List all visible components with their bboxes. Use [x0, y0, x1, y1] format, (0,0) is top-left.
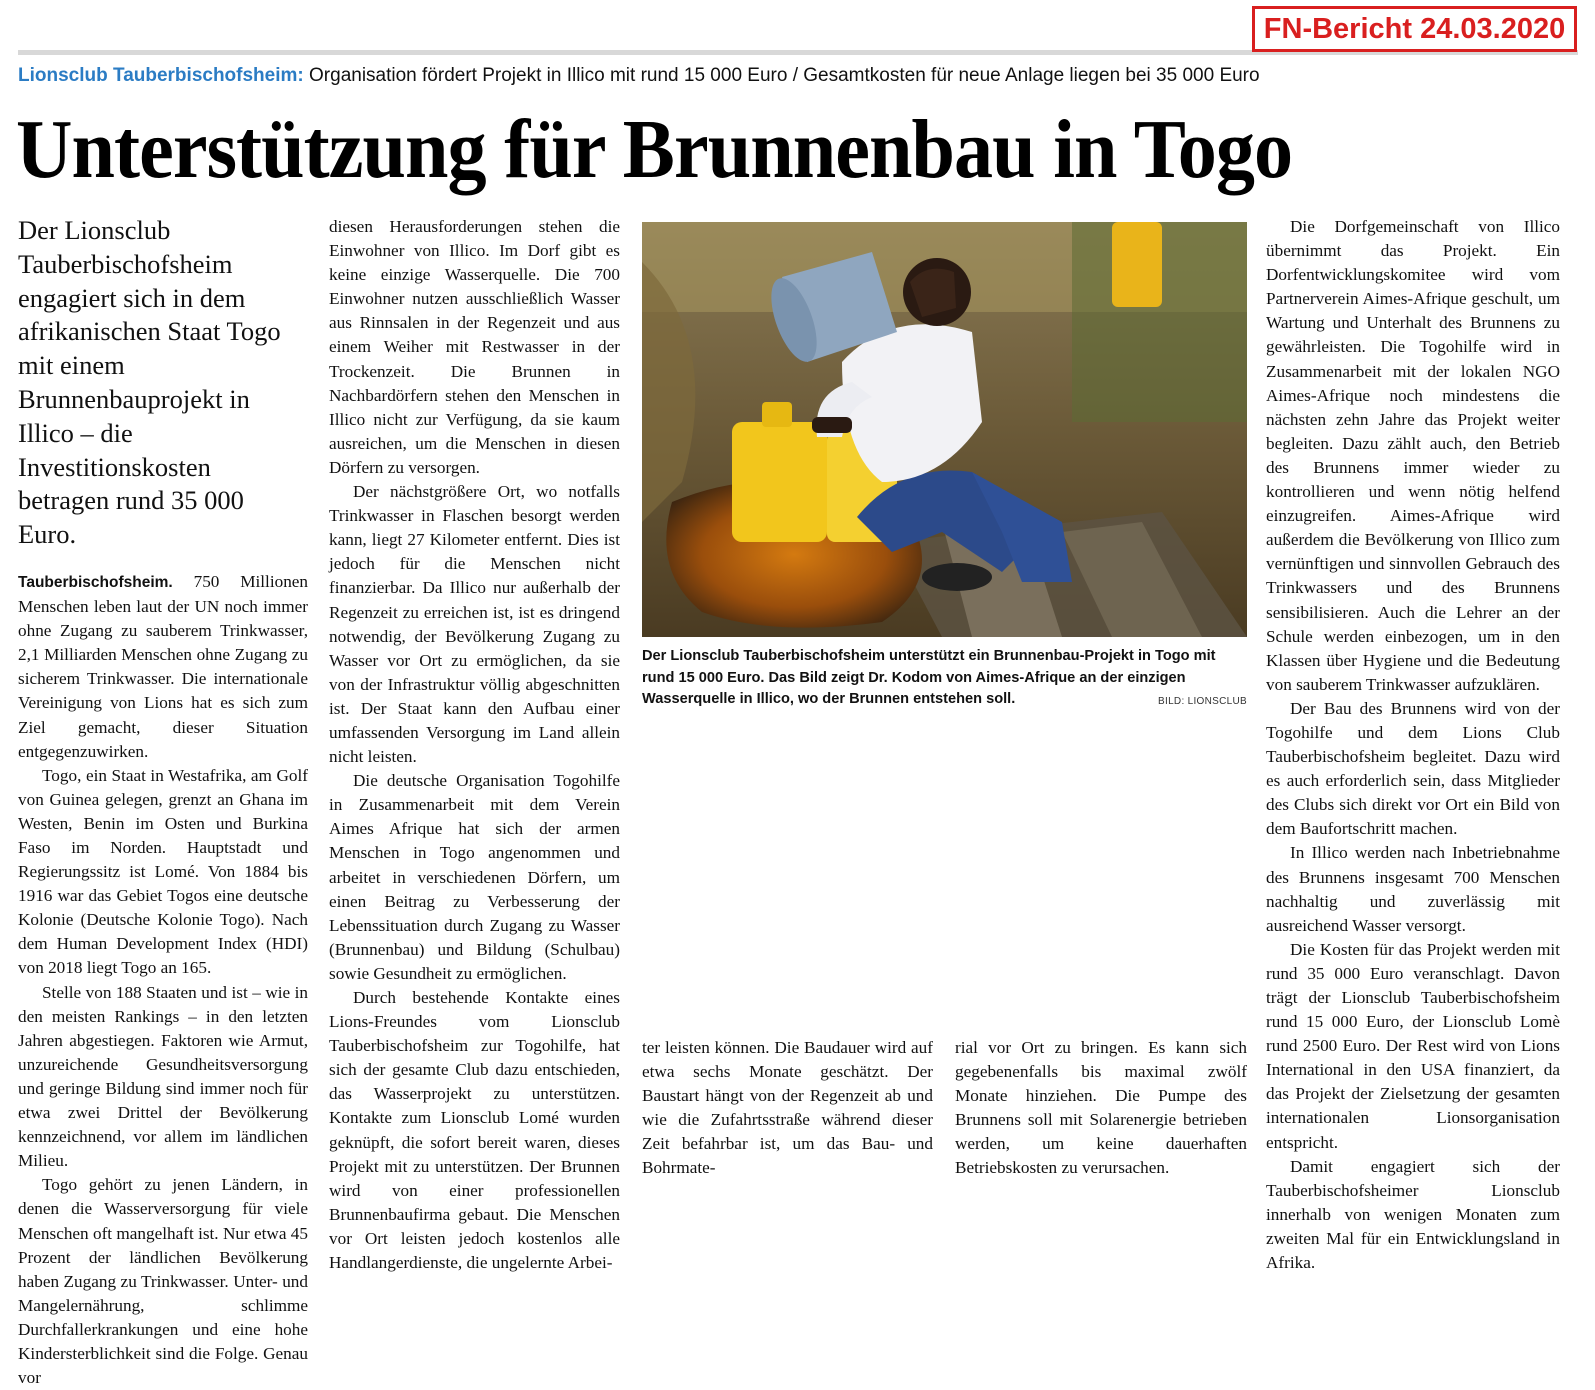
paragraph: Togo gehört zu jenen Ländern, in denen die Wasserversorgung für viele Menschen oft mangelhaft ist. Nur etwa 45 Prozent der ländlichen Bevölkerung haben Zugang zu Trinkwasser. Unter- und Mangelernährung, schlimme Durchfallerkrankungen und eine hohe Kindersterblichkeit sind die Folge. Genau vor — [18, 1175, 308, 1388]
paragraph: Der Bau des Brunnens wird von der Togohilfe und dem Lions Club Tauberbischofsheim begleitet. Dazu wird es auch erforderlich sein, dass Mitglieder des Clubs sich direkt vor Ort ein Bild von dem Baufortschritt machen. — [1266, 698, 1560, 839]
paragraph: diesen Herausforderungen stehen die Einwohner von Illico. Im Dorf gibt es keine einzige Wasserquelle. Die 700 Einwohner nutzen ausschließlich Wasser aus Rinnsalen in der Regenzeit und aus einem Weiher mit Restwasser in der Trockenzeit. Die Brunnen in Nachbardörfern stehen den Menschen in Illico nicht zur Verfügung, da sie kaum ausreichen, um die Menschen in diesen Dörfern zu versorgen. — [329, 217, 620, 477]
paragraph — [18, 570, 308, 764]
report-date-badge: FN-Bericht 24.03.2020 — [1252, 6, 1577, 52]
headline: Unterstützung für Brunnenbau in Togo — [16, 103, 1293, 196]
paragraph: Durch bestehende Kontakte eines Lions-Freundes vom Lionsclub Tauberbischofsheim zur Togohilfe, hat sich der gesamte Club dazu entschieden, das Wasserprojekt zu unterstützen. Kontakte zum Lionsclub Lomé wurden geknüpft, die sofort bereit waren, dieses Projekt mit zu unterstützen. Der Brunnen wird von einer professionellen Brunnenbaufirma gebaut. Die Menschen vor Ort leisten jedoch kostenlos alle Handlangerdienste, die ungelernte Arbei- — [329, 988, 620, 1273]
text-column-4 — [955, 1036, 1247, 1306]
kicker-club-name: Lionsclub Tauberbischofsheim: — [18, 65, 304, 86]
paragraph: ter leisten können. Die Baudauer wird auf etwa sechs Monate geschätzt. Der Baustart hängt von der Regenzeit ab und wie die Zufahrtsstraße während dieser Zeit befahrbar ist, um das Bau- und Bohrmate- — [642, 1038, 933, 1178]
dateline: Tauberbischofsheim. — [18, 573, 173, 591]
text-column-3 — [642, 1036, 933, 1306]
article-photo — [642, 222, 1247, 637]
photo-caption — [642, 646, 1247, 726]
text-column-5 — [1266, 215, 1560, 1315]
paragraph: Die deutsche Organisation Togohilfe in Zusammenarbeit mit dem Verein Aimes Afrique hat sich der armen Menschen in Togo angenommen und arbeitet in verschiedenen Dörfern, um einen Beitrag zu Verbesserung der Lebenssituation durch Zugang zu Wasser (Brunnenbau) und Bildung (Schulbau) sowie Gesundheit zu ermöglichen. — [329, 771, 620, 983]
kicker-text: Organisation fördert Projekt in Illico mit rund 15 000 Euro / Gesamtkosten für neue Anlage liegen bei 35 000 Euro — [309, 65, 1260, 86]
paragraph: Der nächstgrößere Ort, wo notfalls Trinkwasser in Flaschen besorgt werden kann, liegt 27 Kilometer entfernt. Dies ist jedoch für die Menschen nicht finanzierbar. Da Illico nur außerhalb der Regenzeit zu erreichen ist, ist es dringend notwendig, der Bevölkerung Zugang zu Wasser vor Ort zu ermöglichen, da sie von der Infrastruktur völlig abgeschnitten ist. Der Staat kann den Aufbau einer umfassenden Versorgung im Land allein nicht leisten. — [329, 482, 620, 767]
lead-paragraph: Der Lionsclub Tauberbischofsheim engagiert sich in dem afrikanischen Staat Togo mit einem Brunnenbauprojekt in Illico – die Investitionskosten betragen rund 35 000 Euro. — [18, 215, 281, 550]
text-column-2 — [329, 215, 620, 1315]
photo-illustration — [642, 222, 1247, 637]
paragraph: Die Dorfgemeinschaft von Illico übernimmt das Projekt. Ein Dorfentwicklungskomitee wird vom Partnerverein Aimes-Afrique geschult, um Wartung und Unterhalt des Brunnens zu gewährleisten. Die Togohilfe wird in Zusammenarbeit mit der lokalen NGO Aimes-Afrique noch mindestens die nächsten zehn Jahre das Projekt weiter begleiten. Dazu zählt auch, den Betrieb des Brunnens immer wieder zu kontrollieren und wenn nötig helfend einzugreifen. Aimes-Afrique wird außerdem die Bevölkerung von Illico zum vernünftigen und sinnvollen Gebrauch des Trinkwassers und des Brunnens sensibilisieren. Auch die Lehrer an der Schule werden einbezogen, um in den Klassen über Hygiene und die Bedeutung von sauberem Trinkwasser aufzuklären. — [1266, 217, 1560, 694]
paragraph-text: 750 Millionen Menschen leben laut der UN noch immer ohne Zugang zu sauberem Trinkwasser, 2,1 Milliarden Menschen ohne Zugang zu sicherem Trinkwasser. Die internationale Vereinigung von Lions hat es sich zum Ziel gemacht, dieser Situation entgegenzuwirken. — [18, 571, 309, 761]
caption-text: Der Lionsclub Tauberbischofsheim unterstützt ein Brunnenbau-Projekt in Togo mit rund 15 000 Euro. Das Bild zeigt Dr. Kodom von Aimes-Afrique an der einzigen Wasserquelle in Illico, wo der Brunnen entstehen soll. — [642, 648, 1216, 707]
photo-credit: BILD: LIONSCLUB — [1158, 695, 1247, 707]
paragraph: Stelle von 188 Staaten und ist – wie in den meisten Rankings – in den letzten Jahren abgestiegen. Faktoren wie Armut, unzureichende Gesundheitsversorgung und geringe Bildung sind immer noch für etwa zwei Drittel der Bevölkerung kennzeichnend, vor allem im ländlichen Milieu. — [18, 982, 308, 1171]
paragraph: rial vor Ort zu bringen. Es kann sich gegebenenfalls bis maximal zwölf Monate hinziehen. Die Pumpe des Brunnens soll mit Solarenergie betrieben werden, um keine dauerhaften Betriebskosten zu verursachen. — [955, 1038, 1247, 1178]
kicker-line — [18, 62, 1578, 90]
paragraph: In Illico werden nach Inbetriebnahme des Brunnens insgesamt 700 Menschen nachhaltig und zuverlässig mit ausreichend Wasser versorgt. — [1266, 843, 1560, 935]
text-column-1 — [18, 214, 309, 1388]
paragraph: Damit engagiert sich der Tauberbischofsheimer Lionsclub innerhalb von wenigen Monaten zum zweiten Mal für ein Entwicklungsland in Afrika. — [1266, 1156, 1560, 1273]
paragraph: Die Kosten für das Projekt werden mit rund 35 000 Euro veranschlagt. Davon trägt der Lionsclub Tauberbischofsheim rund 15 000 Euro, der Lionsclub Lomè rund 2500 Euro. Der Rest wird von Lions International in den USA finanziert, da das Projekt der Zielsetzung der gesamten internationalen Lionsorganisation entspricht. — [1266, 939, 1560, 1152]
paragraph: Togo, ein Staat in Westafrika, am Golf von Guinea gelegen, grenzt an Ghana im Westen, Benin im Osten und Burkina Faso im Norden. Hauptstadt und Regierungssitz ist Lomé. Von 1884 bis 1916 war das Gebiet Togos eine deutsche Kolonie (Deutsche Kolonie Togo). Nach dem Human Development Index (HDI) von 2018 liegt Togo an 165. — [18, 765, 308, 978]
